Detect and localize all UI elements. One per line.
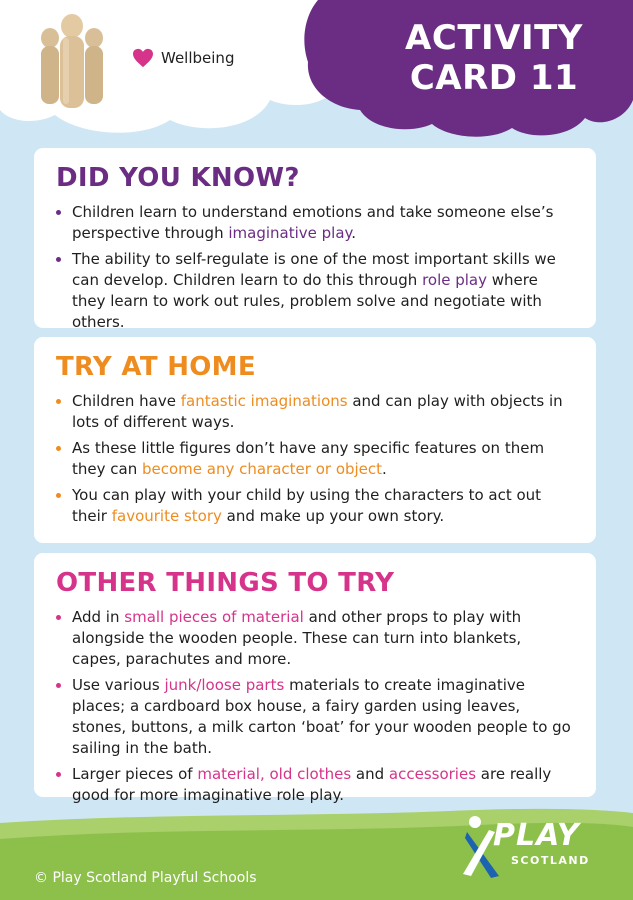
title-line-2: CARD 11 (409, 58, 579, 98)
section-heading: OTHER THINGS TO TRY (56, 568, 395, 598)
bullet-list (56, 391, 574, 527)
list-item (56, 249, 574, 333)
highlight-text: favourite story (111, 507, 222, 525)
copyright-text: © Play Scotland Playful Schools (34, 870, 257, 886)
bullet-text: The ability to self-regulate is one of the most important skills we can develop. Children learn to do this through (72, 250, 556, 289)
list-item (56, 764, 574, 806)
section-heading: DID YOU KNOW? (56, 163, 300, 193)
bullet-text: Children learn to understand emotions and take someone else’s perspective through (72, 203, 554, 242)
other-things-to-try-section (34, 553, 596, 804)
list-item (56, 607, 574, 670)
highlight-text: material, old clothes (197, 765, 352, 783)
did-you-know-section (34, 148, 596, 331)
bullet-text: As these little figures don’t have any specific features on them they can (72, 439, 545, 478)
wooden-figures-image (36, 12, 110, 110)
highlight-text: become any character or object (141, 460, 383, 478)
highlight-text: role play (422, 271, 487, 289)
bullet-text: are really good for more imaginative role play. (72, 765, 552, 804)
highlight-text: accessories (388, 765, 477, 783)
bullet-text: and (351, 765, 389, 783)
bullet-text: where they learn to work out rules, problem solve and negotiate with others. (72, 271, 542, 331)
bullet-text: and can play with objects in lots of different ways. (72, 392, 563, 431)
list-item (56, 485, 574, 527)
bullet-text: Add in (72, 608, 125, 626)
title-line-1: ACTIVITY (405, 18, 583, 58)
list-item (56, 675, 574, 759)
highlight-text: junk/loose parts (164, 676, 285, 694)
try-at-home-section (34, 337, 596, 543)
bullet-list (56, 202, 574, 333)
play-scotland-logo (463, 812, 595, 882)
bullet-list (56, 607, 574, 806)
bullet-text: materials to create imaginative places; a cardboard box house, a fairy garden using leaves, stones, buttons, a milk carton ‘boat’ for your wooden people to go sailing in the bath. (72, 676, 571, 757)
bullet-text: Use various (72, 676, 165, 694)
category-label: Wellbeing (161, 49, 235, 67)
list-item (56, 391, 574, 433)
bullet-text: Larger pieces of (72, 765, 198, 783)
bullet-text: Children have (72, 392, 181, 410)
bullet-text: . (382, 460, 387, 478)
bullet-text: and other props to play with alongside the wooden people. These can turn into blankets, capes, parachutes and more. (72, 608, 522, 668)
highlight-text: small pieces of material (124, 608, 304, 626)
header-category (36, 12, 234, 110)
logo-subtitle: SCOTLAND (511, 854, 590, 867)
highlight-text: fantastic imaginations (180, 392, 348, 410)
heart-icon (132, 48, 154, 68)
bullet-text: . (351, 224, 357, 242)
logo-wordmark: PLAY (493, 818, 580, 853)
highlight-text: imaginative play (228, 224, 352, 242)
list-item (56, 438, 574, 480)
activity-card-title (389, 18, 599, 98)
section-heading: TRY AT HOME (56, 352, 256, 382)
bullet-text: You can play with your child by using the characters to act out their (72, 486, 542, 525)
bullet-text: and make up your own story. (221, 507, 445, 525)
list-item (56, 202, 574, 244)
